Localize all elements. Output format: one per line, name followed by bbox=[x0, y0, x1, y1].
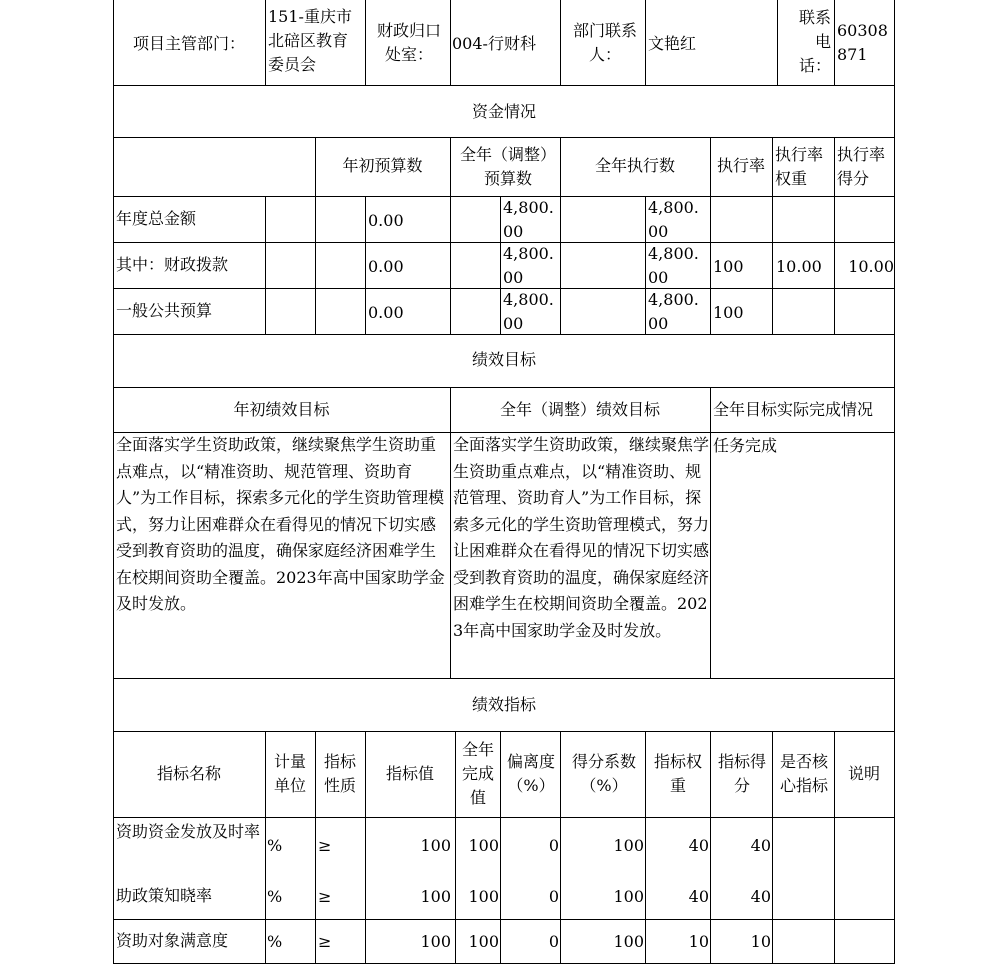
contact-value: 文艳红 bbox=[648, 34, 697, 53]
rule-v bbox=[315, 731, 316, 964]
rule-h bbox=[113, 731, 895, 732]
ind-row-coef: 100 bbox=[613, 836, 644, 855]
funds-row-initial: 0.00 bbox=[368, 211, 404, 230]
rule-h bbox=[113, 919, 895, 920]
rule-v bbox=[500, 196, 501, 334]
dept-label: 项目主管部门： bbox=[132, 34, 245, 53]
funds-col-adjusted: 全年（调整）预算数 bbox=[460, 145, 557, 188]
rule-v bbox=[265, 0, 266, 85]
goals-initial-text: 全面落实学生资助政策，继续聚焦学生资助重点难点，以“精准资助、规范管理、资助育人”为工作目标，探索多元化的学生资助管理模式，努力让困难群众在看得见的情况下切实感受到教育资助的温度，确保家庭经济困难学生在校期间资助全覆盖。2023年高中国家助学金及时发放。 bbox=[116, 435, 445, 613]
funds-col-executed: 全年执行数 bbox=[594, 156, 675, 175]
funds-row-executed: 4,800.00 bbox=[648, 244, 699, 287]
funds-row-adjusted: 4,800.00 bbox=[503, 244, 554, 287]
ind-col-score: 指标得分 bbox=[717, 752, 766, 795]
ind-row-weight: 40 bbox=[688, 887, 709, 906]
rule-v bbox=[450, 387, 451, 678]
ind-col-nature: 指标性质 bbox=[323, 752, 356, 795]
rule-v bbox=[450, 0, 451, 85]
rule-h bbox=[113, 137, 895, 138]
ind-col-value: 指标值 bbox=[385, 764, 434, 783]
funds-row-initial: 0.00 bbox=[368, 303, 404, 322]
ind-row-value: 100 bbox=[420, 887, 451, 906]
ind-row-unit: % bbox=[267, 887, 283, 906]
ind-row-deviation: 0 bbox=[548, 887, 559, 906]
funds-row-label: 一般公共预算 bbox=[116, 301, 213, 320]
ind-col-note: 说明 bbox=[847, 764, 880, 783]
ind-row-completed: 100 bbox=[468, 836, 499, 855]
ind-row-value: 100 bbox=[420, 932, 451, 951]
ind-row-name: 助政策知晓率 bbox=[116, 886, 213, 905]
funds-col-rate: 执行率 bbox=[716, 156, 765, 175]
rule-h bbox=[113, 387, 895, 388]
ind-row-coef: 100 bbox=[613, 887, 644, 906]
ind-row-value: 100 bbox=[420, 836, 451, 855]
ind-row-deviation: 0 bbox=[548, 932, 559, 951]
ind-row-weight: 10 bbox=[688, 932, 709, 951]
funds-row-label: 年度总金额 bbox=[116, 209, 197, 228]
funds-row-initial: 0.00 bbox=[368, 257, 404, 276]
indicators-section-title: 绩效指标 bbox=[471, 695, 536, 714]
funds-row-executed: 4,800.00 bbox=[648, 198, 699, 241]
rule-v bbox=[834, 196, 835, 334]
ind-row-completed: 100 bbox=[468, 932, 499, 951]
rule-v bbox=[265, 196, 266, 334]
goals-col-adjusted: 全年（调整）绩效目标 bbox=[499, 400, 660, 419]
ind-col-name: 指标名称 bbox=[156, 764, 221, 783]
funds-row-adjusted: 4,800.00 bbox=[503, 198, 554, 241]
rule-v bbox=[560, 0, 561, 85]
rule-v bbox=[265, 731, 266, 964]
rule-v bbox=[772, 137, 773, 196]
rule-v bbox=[772, 196, 773, 334]
rule-h bbox=[113, 85, 895, 86]
rule-v bbox=[365, 196, 366, 334]
ind-row-name: 资助资金发放及时率 bbox=[116, 822, 261, 841]
rule-v bbox=[113, 0, 114, 964]
finance-label: 财政归口处室： bbox=[376, 21, 441, 64]
goals-col-actual: 全年目标实际完成情况 bbox=[713, 400, 874, 419]
funds-row-score: 10.00 bbox=[848, 257, 894, 276]
goals-section-title: 绩效目标 bbox=[471, 350, 536, 369]
rule-v bbox=[365, 0, 366, 85]
rule-v bbox=[710, 387, 711, 678]
funds-row-label: 其中：财政拨款 bbox=[116, 255, 229, 274]
funds-col-initial: 年初预算数 bbox=[342, 156, 423, 175]
rule-v bbox=[777, 0, 778, 85]
rule-v bbox=[645, 0, 646, 85]
dept-value: 151-重庆市北碚区教育委员会 bbox=[268, 7, 352, 74]
rule-v bbox=[315, 196, 316, 334]
rule-v bbox=[645, 196, 646, 334]
ind-col-coef: 得分系数（%） bbox=[571, 752, 636, 795]
rule-h bbox=[113, 817, 895, 818]
ind-row-score: 10 bbox=[750, 932, 771, 951]
goals-adjusted-text: 全面落实学生资助政策，继续聚焦学生资助重点难点，以“精准资助、规范管理、资助育人”为工作目标，探索多元化的学生资助管理模式，努力让困难群众在看得见的情况下切实感受到教育资助的温度，确保家庭经济困难学生在校期间资助全覆盖。2023年高中国家助学金及时发放。 bbox=[453, 435, 710, 640]
rule-v bbox=[772, 731, 773, 964]
ind-row-nature: ≥ bbox=[318, 887, 332, 906]
rule-h bbox=[113, 678, 895, 679]
ind-row-nature: ≥ bbox=[318, 836, 332, 855]
funds-col-weight: 执行率权重 bbox=[775, 145, 824, 188]
rule-v bbox=[834, 137, 835, 196]
ind-row-unit: % bbox=[267, 836, 283, 855]
ind-row-nature: ≥ bbox=[318, 932, 332, 951]
funds-row-adjusted: 4,800.00 bbox=[503, 290, 554, 333]
funds-row-executed: 4,800.00 bbox=[648, 290, 699, 333]
ind-col-completed: 全年完成值 bbox=[461, 740, 494, 807]
ind-row-completed: 100 bbox=[468, 887, 499, 906]
funds-row-rate: 100 bbox=[713, 303, 744, 322]
phone-value: 60308871 bbox=[837, 21, 888, 64]
funds-section-title: 资金情况 bbox=[471, 102, 536, 121]
goals-actual-text: 任务完成 bbox=[713, 436, 778, 455]
ind-row-name: 资助对象满意度 bbox=[116, 931, 229, 950]
ind-col-core: 是否核心指标 bbox=[779, 752, 828, 795]
ind-col-weight: 指标权重 bbox=[653, 752, 702, 795]
funds-row-weight: 10.00 bbox=[776, 257, 822, 276]
ind-row-coef: 100 bbox=[613, 932, 644, 951]
funds-row-rate: 100 bbox=[713, 257, 744, 276]
rule-v bbox=[834, 0, 835, 85]
ind-col-deviation: 偏离度（%） bbox=[506, 752, 555, 795]
ind-row-deviation: 0 bbox=[548, 836, 559, 855]
ind-row-unit: % bbox=[267, 932, 283, 951]
contact-label: 部门联系人： bbox=[572, 21, 637, 64]
ind-row-score: 40 bbox=[750, 836, 771, 855]
phone-label: 联系电话： bbox=[798, 8, 831, 75]
finance-value: 004-行财科 bbox=[452, 34, 536, 53]
rule-v bbox=[450, 137, 451, 196]
rule-v bbox=[450, 196, 451, 334]
rule-v bbox=[710, 196, 711, 334]
ind-col-unit: 计量单位 bbox=[273, 752, 306, 795]
goals-col-initial: 年初绩效目标 bbox=[233, 400, 330, 419]
ind-row-weight: 40 bbox=[688, 836, 709, 855]
funds-col-score: 执行率得分 bbox=[837, 145, 886, 188]
ind-row-score: 40 bbox=[750, 887, 771, 906]
